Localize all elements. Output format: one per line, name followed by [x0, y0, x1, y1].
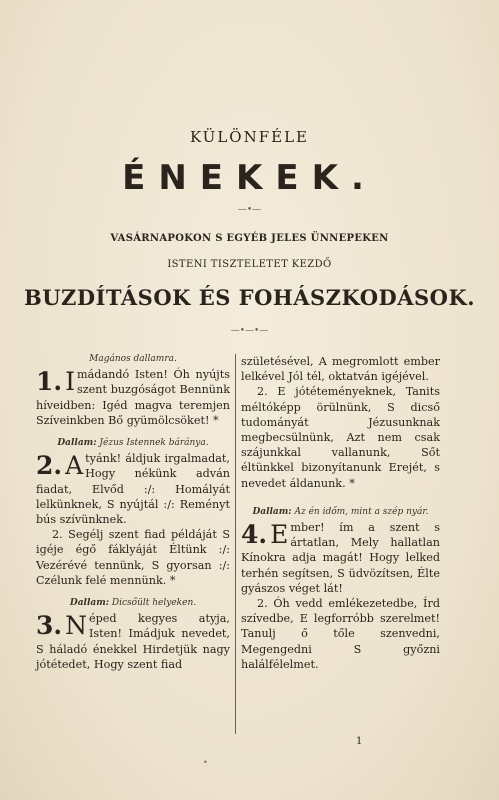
hymn-1-text: mádandó Isten! Óh nyújts szent buzgóságot Bennünk híveidben: Igéd magva teremjen Szíveinkben Bő gyümölcsöket! * [36, 368, 230, 427]
hymn-2-tune-name: Jézus Istennek báránya. [99, 438, 209, 449]
hymn-2 [36, 451, 230, 527]
hymn-4 [241, 520, 440, 596]
hymn-3-tune-label: Dallam: [69, 598, 110, 609]
hymn-3-continuation: születésével, A megromlott ember lelkével Jól tél, oktatván igéjével. [241, 355, 440, 384]
hymn-4-initial: E [270, 520, 289, 550]
title-main: ÉNEKEK. [122, 158, 377, 198]
bottom-mark: • [203, 758, 208, 767]
hymn-4-tune [241, 505, 440, 520]
subtitle-line-2: ISTENI TISZTELETET KEZDŐ [167, 259, 332, 270]
hymn-1-tune: Magános dallamra. [89, 354, 177, 364]
hymn-4-text: mber! ím a szent s ártatlan, Mely hallatlan Kínokra adja magát! Hogy lelked terhén segítsen, S üdvözítsen, Élte gyászos véget lát! [241, 521, 440, 595]
ornament-divider-2: —•—•— [230, 326, 269, 336]
hymn-3-initial: N [65, 611, 87, 641]
hymn-2-initial: A [65, 451, 84, 481]
left-column [36, 352, 230, 672]
column-divider [235, 354, 236, 734]
hymn-3-verse-2: 2. E jótéteményeknek, Tanits méltóképp örülnünk, S dicső tudományát Jézusunknak megbecsülnünk, Azt nem csak szájunkkal vallanunk, Sőt éltünkkel bizonyítanunk Erejét, s nevedet áldanunk. * [241, 385, 440, 490]
right-column [241, 354, 440, 672]
title-small: KÜLÖNFÉLE [190, 128, 309, 146]
hymn-4-verse-2: 2. Óh vedd emlékezetedbe, Írd szívedbe, E legforróbb szerelmet! Tanulj ő tőle szenvedni, Megengedni S győzni halálfélelmet. [241, 597, 440, 671]
hymn-1-number: 1. [36, 367, 63, 397]
ornament-divider: —•— [237, 205, 262, 215]
hymn-4-number: 4. [241, 520, 268, 550]
hymn-2-verse-2: 2. Segélj szent fiad példáját S igéje égő fáklyáját Éltünk :/: Vezérévé tennünk, S gyorsan :/: Czélunk felé mennünk. * [36, 528, 230, 587]
hymn-2-text: tyánk! áldjuk irgalmadat, Hogy nékünk adván fiadat, Elvőd :/: Homályát lelkünknek, S nyújtál :/: Reményt bús szívünknek. [36, 452, 230, 527]
hymn-2-number: 2. [36, 451, 63, 481]
hymn-3-tune [36, 596, 230, 611]
hymn-3-tune-name: Dicsőült helyeken. [111, 598, 197, 609]
hymn-4-tune-label: Dallam: [252, 506, 292, 517]
subtitle-line-1: VASÁRNAPOKON S EGYÉB JELES ÜNNEPEKEN [110, 233, 389, 244]
subtitle-line-3: BUZDÍTÁSOK ÉS FOHÁSZKODÁSOK. [23, 285, 476, 310]
hymn-3-text: éped kegyes atyja, Isten! Imádjuk nevedet, S háladó énekkel Hirdetjük nagy jótétedet, Hogy szent fiad [36, 612, 230, 671]
hymn-2-tune-label: Dallam: [57, 438, 97, 449]
page-number: 1 [356, 736, 363, 747]
hymn-1-initial: I [65, 367, 75, 397]
hymn-3-number: 3. [36, 611, 63, 641]
hymn-3 [36, 611, 230, 672]
hymn-1 [36, 367, 230, 428]
hymn-2-tune [36, 436, 230, 451]
hymn-4-tune-name: Az én időm, mint a szép nyár. [294, 506, 429, 517]
